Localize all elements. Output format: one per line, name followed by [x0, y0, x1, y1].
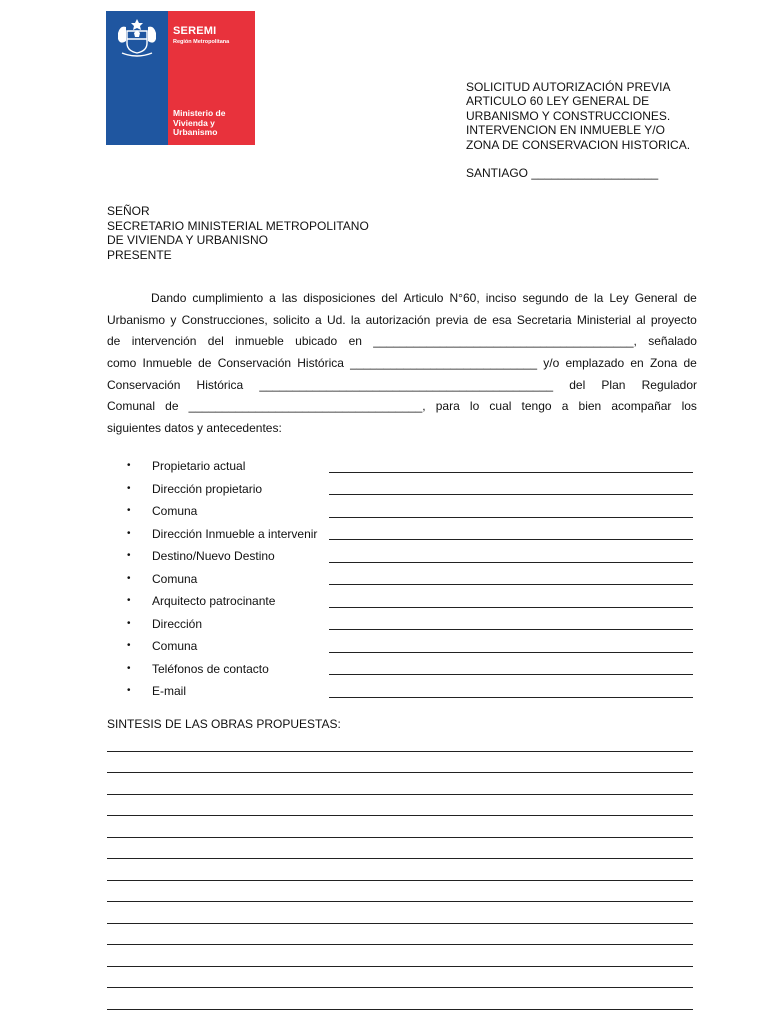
coat-of-arms-icon — [112, 15, 162, 59]
field-blank-line[interactable] — [329, 529, 693, 540]
paragraph-word: esa — [492, 312, 512, 327]
synthesis-blank-line[interactable] — [107, 859, 693, 881]
paragraph-word: del — [207, 334, 224, 349]
paragraph-line — [107, 375, 697, 397]
field-blank-line[interactable] — [329, 484, 693, 495]
paragraph-word: bien — [578, 399, 602, 414]
paragraph-word: Regulador — [641, 377, 697, 392]
bullet-icon: • — [127, 640, 131, 651]
addressee-line: PRESENTE — [107, 247, 172, 262]
field-label: Teléfonos de contacto — [152, 661, 269, 676]
field-row — [127, 455, 693, 478]
field-label: Arquitecto patrocinante — [152, 594, 276, 608]
bullet-icon: • — [127, 527, 131, 539]
paragraph-word: _______________________________________, — [373, 334, 637, 349]
field-row — [127, 478, 693, 501]
paragraph-word: señalado — [648, 334, 697, 349]
paragraph-word: Conservación — [217, 356, 292, 371]
field-blank-line[interactable] — [329, 664, 693, 675]
paragraph-word: Inmueble — [142, 356, 192, 371]
seremi-logo — [106, 11, 255, 145]
bullet-icon: • — [127, 617, 131, 629]
paragraph-word: las — [281, 291, 298, 305]
field-label: Comuna — [152, 571, 198, 586]
paragraph-word: Ud. — [326, 312, 346, 327]
paragraph-word: solicito — [272, 312, 310, 327]
title-line: INTERVENCION EN INMUEBLE Y/O — [466, 123, 665, 138]
paragraph-word: para — [435, 399, 460, 414]
paragraph-word: cumplimiento — [192, 291, 264, 305]
synthesis-blank-line[interactable] — [107, 773, 693, 795]
paragraph-word: ubicado — [295, 334, 338, 349]
field-row — [127, 658, 693, 681]
paragraph-line — [107, 396, 697, 418]
paragraph-word: Histórica — [297, 356, 344, 371]
field-blank-line[interactable] — [329, 552, 693, 563]
synthesis-blank-line[interactable] — [107, 924, 693, 946]
paragraph-word: ____________________________ — [350, 356, 538, 371]
synthesis-blank-line[interactable] — [107, 816, 693, 838]
addressee-block — [107, 204, 369, 262]
field-blank-line[interactable] — [329, 574, 693, 585]
title-line: ARTICULO 60 LEY GENERAL DE — [466, 94, 650, 109]
synthesis-blank-line[interactable] — [107, 730, 693, 752]
paragraph-word: tengo — [521, 399, 552, 414]
paragraph-line — [107, 353, 697, 375]
field-label: Comuna — [152, 504, 198, 518]
paragraph-word: inciso — [485, 291, 517, 305]
field-blank-line[interactable] — [329, 642, 693, 653]
field-label: Dirección propietario — [152, 481, 263, 496]
paragraph-word: de — [574, 291, 588, 305]
paragraph-word: en — [348, 334, 362, 349]
paragraph-word: de — [683, 291, 697, 305]
paragraph-word: General — [634, 291, 678, 305]
paragraph-word: Articulo — [403, 291, 444, 305]
paragraph-word: de — [683, 356, 697, 371]
addressee-line: SEÑOR — [107, 204, 150, 218]
field-label: E-mail — [152, 684, 187, 698]
paragraph-word: al — [636, 312, 646, 327]
field-row — [127, 500, 693, 523]
bullet-icon: • — [127, 482, 131, 494]
paragraph-word: ___________________________________, — [188, 399, 426, 414]
field-row — [127, 568, 693, 591]
paragraph-word: Plan — [601, 377, 626, 392]
title-line: URBANISMO Y CONSTRUCCIONES. — [466, 108, 671, 123]
field-label: Propietario actual — [152, 459, 246, 473]
paragraph-word: inmueble — [235, 334, 284, 349]
paragraph-word: del — [569, 377, 586, 392]
paragraph-word: Ley — [609, 291, 629, 305]
synthesis-blank-line[interactable] — [107, 988, 693, 1010]
bullet-icon: • — [127, 595, 131, 606]
addressee-line: SECRETARIO MINISTERIAL METROPOLITANO — [107, 218, 369, 233]
logo-ministry-text: Ministerio de Vivienda y Urbanismo — [173, 108, 226, 137]
paragraph-line — [107, 288, 697, 310]
field-blank-line[interactable] — [329, 597, 693, 608]
field-row — [127, 680, 693, 703]
paragraph-word: disposiciones — [303, 291, 376, 305]
paragraph-word: y — [170, 312, 177, 327]
paragraph-word: N°60, — [449, 291, 480, 305]
paragraph-line: siguientes datos y antecedentes: — [107, 421, 282, 436]
synthesis-blank-line[interactable] — [107, 752, 693, 774]
santiago-date-field[interactable]: SANTIAGO ___________________ — [466, 166, 659, 180]
title-line: SOLICITUD AUTORIZACIÓN PREVIA — [466, 80, 671, 94]
paragraph-word: del — [381, 291, 398, 305]
paragraph-line — [107, 331, 697, 353]
paragraph-word: y/o — [543, 356, 560, 371]
paragraph-word: la — [593, 291, 604, 305]
field-blank-line[interactable] — [329, 687, 693, 698]
paragraph-word: Dando — [151, 291, 187, 305]
field-label: Dirección Inmueble a intervenir — [152, 526, 318, 541]
paragraph-word: Urbanismo — [107, 312, 166, 327]
paragraph-word: Zona — [649, 356, 678, 371]
bullet-icon: • — [127, 685, 131, 696]
synthesis-blank-line[interactable] — [107, 838, 693, 860]
paragraph-word: emplazado — [565, 356, 625, 371]
field-blank-line[interactable] — [329, 619, 693, 630]
field-row — [127, 590, 693, 613]
paragraph-word: lo — [469, 399, 480, 414]
synthesis-blank-line[interactable] — [107, 881, 693, 903]
paragraph-word: a — [269, 291, 276, 305]
logo-red-panel — [168, 11, 255, 145]
synthesis-lines — [107, 730, 693, 1010]
paragraph-word: Histórica — [196, 377, 244, 392]
field-row — [127, 635, 693, 658]
title-line: ZONA DE CONSERVACION HISTORICA. — [466, 137, 691, 152]
synthesis-blank-line[interactable] — [107, 967, 693, 989]
addressee-line: DE VIVIENDA Y URBANISNO — [107, 233, 268, 247]
applicant-fields-list — [127, 455, 693, 703]
logo-region-text: Región Metropolitana — [173, 39, 230, 45]
paragraph-word: de — [198, 356, 212, 371]
paragraph-word: autorización — [365, 312, 431, 327]
paragraph-word: acompañar — [611, 399, 672, 414]
paragraph-word: previa — [435, 312, 469, 327]
paragraph-line — [107, 310, 697, 332]
paragraph-word: los — [681, 399, 697, 414]
field-label: Comuna — [152, 639, 198, 653]
paragraph-word: ____________________________________________ — [259, 377, 554, 392]
paragraph-word: intervención — [131, 334, 197, 349]
synthesis-blank-line[interactable] — [107, 902, 693, 924]
field-blank-line[interactable] — [329, 462, 693, 473]
field-blank-line[interactable] — [329, 507, 693, 518]
field-row — [127, 523, 693, 546]
paragraph-word: de — [165, 399, 179, 414]
synthesis-blank-line[interactable] — [107, 795, 693, 817]
field-label: Dirección — [152, 616, 203, 631]
bullet-icon: • — [127, 550, 131, 561]
paragraph-word: cual — [489, 399, 512, 414]
bullet-icon: • — [127, 460, 131, 471]
field-row — [127, 545, 693, 568]
field-row — [127, 613, 693, 636]
paragraph-word: en — [630, 356, 644, 371]
paragraph-word: la — [350, 312, 361, 327]
paragraph-word: Conservación — [107, 377, 181, 392]
logo-seremi-text: SEREMI — [173, 25, 217, 37]
paragraph-word: de — [473, 312, 487, 327]
field-label: Destino/Nuevo Destino — [152, 549, 275, 563]
bullet-icon: • — [127, 505, 131, 516]
bullet-icon: • — [127, 662, 131, 674]
document-title — [466, 80, 690, 152]
paragraph-word: a — [561, 399, 569, 414]
synthesis-title: SINTESIS DE LAS OBRAS PROPUESTAS: — [107, 717, 341, 731]
bullet-icon: • — [127, 572, 131, 584]
paragraph-word: Ministerial — [576, 312, 631, 327]
paragraph-word: proyecto — [650, 312, 697, 327]
request-paragraph — [107, 288, 697, 440]
paragraph-word: Construcciones, — [181, 312, 268, 327]
synthesis-blank-line[interactable] — [107, 945, 693, 967]
paragraph-word: Secretaria — [516, 312, 572, 327]
logo-blue-panel — [106, 11, 168, 145]
paragraph-word: segundo — [522, 291, 569, 305]
paragraph-word: a — [314, 312, 322, 327]
paragraph-word: como — [107, 356, 137, 371]
paragraph-word: Comunal — [107, 399, 156, 414]
paragraph-word: de — [107, 334, 121, 349]
